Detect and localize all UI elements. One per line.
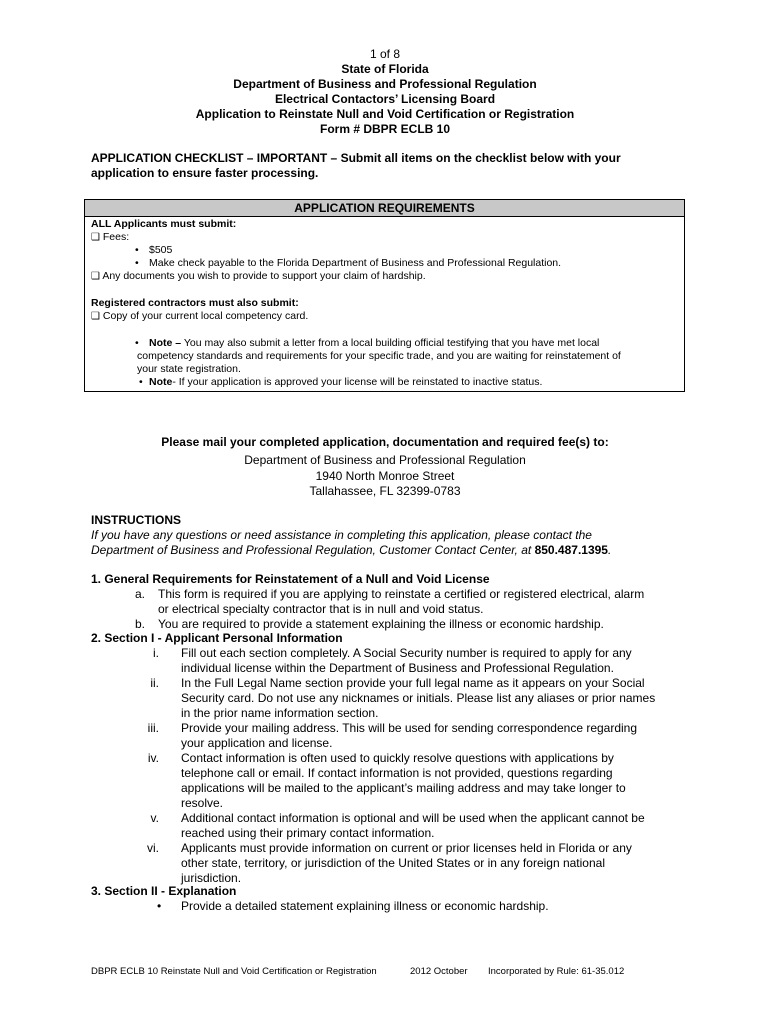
section2-item-line: jurisdiction. [181, 871, 242, 885]
bullet-icon: • [157, 899, 162, 913]
note1-line1 [135, 337, 599, 350]
requirements-box [84, 199, 685, 392]
section1-a-line2: or electrical specialty contractor that is in null and void status. [158, 602, 484, 616]
section2-item-line: Fill out each section completely. A Social Security number is required to apply for any [181, 646, 632, 660]
section1-a-marker: a. [135, 587, 146, 601]
all-applicants-heading: ALL Applicants must submit: [91, 218, 237, 230]
section2-item-line: resolve. [181, 796, 224, 810]
section2-item-line: Provide your mailing address. This will be used for sending correspondence regarding [181, 721, 638, 735]
section1-a-line1: This form is required if you are applying to reinstate a certified or registered electrical, alarm [158, 587, 645, 601]
page-number: 1 of 8 [369, 47, 401, 61]
section2-item-line: applications will be mailed to the applicant’s mailing address and may take longer to [181, 781, 626, 795]
section3-bullet-text: Provide a detailed statement explaining illness or economic hardship. [181, 899, 549, 913]
fee-amount: $505 [149, 244, 173, 256]
section2-item-marker: vi. [147, 841, 159, 855]
hardship-docs-text: Any documents you wish to provide to support your claim of hardship. [102, 270, 426, 282]
header-form-number: Form # DBPR ECLB 10 [319, 122, 451, 136]
instructions-heading: INSTRUCTIONS [91, 513, 181, 527]
section2-item-line: your application and license. [181, 736, 333, 750]
section2-item-line: telephone call or email. If contact information is not provided, questions regarding [181, 766, 613, 780]
footer-date: 2012 October [410, 966, 468, 977]
note2-label: Note [149, 376, 173, 388]
registered-heading: Registered contractors must also submit: [91, 297, 299, 309]
fees-label: Fees: [102, 231, 130, 243]
checklist-intro-line2: application to ensure faster processing. [91, 166, 319, 180]
section1-heading: 1. General Requirements for Reinstatement of a Null and Void License [91, 572, 490, 586]
footer-form-name: DBPR ECLB 10 Reinstate Null and Void Certification or Registration [91, 966, 377, 977]
section2-item-line: Applicants must provide information on current or prior licenses held in Florida or any [181, 841, 632, 855]
header-board: Electrical Contactors’ Licensing Board [274, 92, 496, 106]
header-department: Department of Business and Professional Regulation [233, 77, 537, 91]
instructions-line1: If you have any questions or need assistance in completing this application, please contact the [91, 528, 592, 542]
header-application-title: Application to Reinstate Null and Void Certification or Registration [195, 107, 575, 121]
instructions-line2-end: . [607, 543, 612, 557]
footer-rule: Incorporated by Rule: 61-35.012 [488, 966, 625, 977]
section2-item-marker: ii. [150, 676, 159, 690]
checkbox-icon: ❑ [91, 232, 100, 243]
section2-item-marker: v. [150, 811, 159, 825]
fee-amount-item [135, 244, 172, 257]
checkbox-icon: ❑ [91, 271, 100, 282]
section2-item-marker: iv. [147, 751, 159, 765]
section2-heading: 2. Section I - Applicant Personal Information [91, 631, 343, 645]
instructions-line2-text: Department of Business and Professional Regulation, Customer Contact Center, at [91, 543, 535, 557]
hardship-docs-item [91, 270, 426, 283]
instructions-line2 [91, 543, 611, 558]
contact-phone: 850.487.1395 [534, 543, 608, 557]
note1-line3: your state registration. [137, 363, 241, 375]
section2-item-marker: iii. [147, 721, 159, 735]
section2-item-line: in the prior name information section. [181, 706, 379, 720]
checkbox-icon: ❑ [91, 311, 100, 322]
fees-item [91, 231, 129, 244]
checklist-intro-line1: APPLICATION CHECKLIST – IMPORTANT – Submit all items on the checklist below with your [91, 151, 621, 165]
section2-item-line: individual license within the Department of Business and Professional Regulation. [181, 661, 614, 675]
header-state: State of Florida [341, 62, 429, 76]
section2-item-marker: i. [153, 646, 159, 660]
section2-item-line: reached using their primary contact information. [181, 826, 435, 840]
bullet-icon: • [135, 337, 139, 349]
note2-line [139, 376, 542, 389]
competency-card-text: Copy of your current local competency card. [102, 310, 309, 322]
note1-text-line1: You may also submit a letter from a local building official testifying that you have met local [183, 337, 600, 349]
fee-check-text: Make check payable to the Florida Department of Business and Professional Regulation. [149, 257, 562, 269]
section2-item-line: Additional contact information is optional and will be used when the applicant cannot be [181, 811, 645, 825]
note1-label: Note – [149, 337, 182, 349]
section3-heading: 3. Section II - Explanation [91, 884, 237, 898]
fee-check-item [135, 257, 561, 270]
bullet-icon: • [135, 244, 139, 256]
section1-b-line1: You are required to provide a statement explaining the illness or economic hardship. [158, 617, 604, 631]
note1-line2: competency standards and requirements for your specific trade, and you are waiting for reinstatement of [137, 350, 621, 362]
mailing-line1: Department of Business and Professional Regulation [244, 453, 526, 467]
section1-b-marker: b. [135, 617, 146, 631]
mailing-line2: 1940 North Monroe Street [315, 469, 455, 483]
section2-item-line: other state, territory, or jurisdiction of the United States or in any foreign national [181, 856, 605, 870]
bullet-icon: • [135, 257, 139, 269]
section2-item-line: Security card. Do not use any nicknames or initials. Please list any aliases or prior names [181, 691, 656, 705]
bullet-icon: • [139, 376, 143, 388]
mailing-heading: Please mail your completed application, documentation and required fee(s) to: [161, 435, 609, 449]
note2-text: - If your application is approved your license will be reinstated to inactive status. [172, 376, 543, 388]
competency-card-item [91, 310, 308, 323]
section2-item-line: In the Full Legal Name section provide your full legal name as it appears on your Social [181, 676, 645, 690]
mailing-line3: Tallahassee, FL 32399-0783 [309, 484, 461, 498]
requirements-title: APPLICATION REQUIREMENTS [85, 200, 684, 217]
section2-item-line: Contact information is often used to quickly resolve questions with applications by [181, 751, 614, 765]
